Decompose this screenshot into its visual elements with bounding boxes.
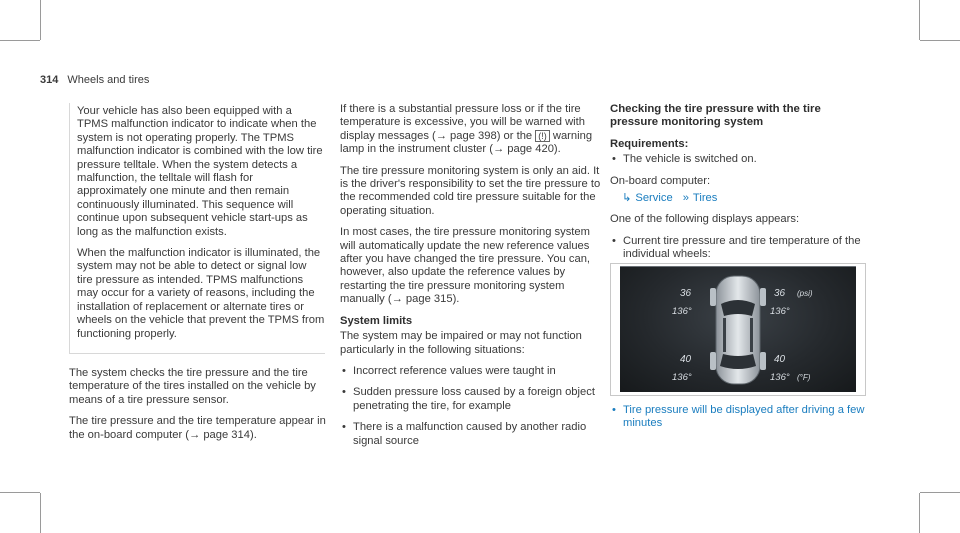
list-item: • Incorrect reference values were taught in — [340, 365, 602, 378]
display-screenshot — [610, 263, 866, 396]
page-header — [40, 74, 149, 86]
crop-mark — [0, 492, 40, 493]
front-left-pressure: 36 — [680, 288, 692, 299]
body-paragraph: The tire pressure and the tire temperature appear in the on-board computer (→ page 314). — [69, 415, 326, 441]
list-item: • Tire pressure will be displayed after driving a few minutes — [610, 404, 872, 431]
pressure-unit: (psi) — [797, 289, 813, 298]
body-paragraph — [340, 103, 602, 157]
rear-left-temperature: 136° — [672, 372, 692, 383]
list-item: • Sudden pressure loss caused by a foreign object penetrating the tire, for example — [340, 386, 602, 413]
body-paragraph: One of the following displays appears: — [610, 213, 800, 226]
temperature-unit: (°F) — [797, 373, 811, 382]
list-item: • There is a malfunction caused by another radio signal source — [340, 421, 602, 448]
requirements-list — [610, 153, 872, 166]
list-item: • The vehicle is switched on. — [610, 153, 872, 166]
crop-mark — [40, 0, 41, 40]
system-limits-heading: System limits — [340, 314, 413, 327]
car-silhouette-icon — [620, 266, 856, 392]
body-paragraph: On-board computer: — [610, 174, 711, 187]
rear-right-temperature: 136° — [770, 372, 790, 383]
page-number: 314 — [40, 74, 59, 86]
menu-path — [622, 192, 872, 205]
front-right-temperature: 136° — [770, 306, 790, 317]
displays-list-2 — [610, 404, 872, 439]
section-title: Wheels and tires — [67, 74, 150, 86]
enter-arrow-icon: ↳ — [622, 192, 632, 205]
rear-right-pressure: 40 — [774, 354, 786, 365]
text-fragment: If there is a substantial pressure loss or if the tire temperature is excessive, you will be warned with display messages (→ page 398) or the — [340, 103, 585, 142]
limits-list — [340, 365, 602, 448]
text-fragment: warning lamp in the instrument cluster (→ page 420). — [340, 129, 593, 156]
double-chevron-icon: » — [682, 192, 689, 205]
crop-mark — [919, 0, 920, 40]
displays-list — [610, 235, 872, 262]
column-2 — [340, 103, 602, 456]
crop-mark — [919, 493, 920, 533]
tire-warning-icon: (!) — [535, 130, 550, 142]
body-paragraph: The tire pressure monitoring system is only an aid. It is the driver's responsibility to set the tire pressure to the recommended cold tire pressure suitable for the operating situation. — [340, 164, 601, 217]
crop-mark — [40, 493, 41, 533]
tire-pressure-display — [620, 266, 856, 392]
body-paragraph: The system checks the tire pressure and the tire temperature of the tires installed on the vehicle by means of a tire pressure sensor. — [69, 366, 316, 406]
front-right-pressure: 36 — [774, 288, 786, 299]
note-paragraph: When the malfunction indicator is illuminated, the system may not be able to detect or signal low tire pressure as intended. TPMS malfunctions may occur for a variety of reasons, including the installation of replacement or alternate tires or wheels on the vehicle that prevent the TPMS from functioning properly. — [77, 247, 325, 340]
rear-left-pressure: 40 — [680, 354, 692, 365]
note-paragraph: Your vehicle has also been equipped with a TPMS malfunction indicator to indicate when the system is not operating properly. The TPMS malfunction indicator is combined with the low tire pressure telltale. When the system detects a malfunction, the telltale will flash for approximately one minute and then remain continuously illuminated. This sequence will continue upon subsequent vehicle start-ups as long as the malfunction exists. — [77, 105, 323, 238]
menu-service: Service — [635, 192, 673, 205]
body-paragraph: The system may be impaired or may not function particularly in the following situations: — [340, 330, 582, 356]
note-box — [69, 103, 325, 354]
crop-mark — [920, 40, 960, 41]
body-paragraph: In most cases, the tire pressure monitoring system will automatically update the new reference values after you have changed the tire pressure. You can, however, also update the reference values by restarting the tire pressure monitoring system manually (→ page 315). — [340, 226, 591, 306]
list-item: • Current tire pressure and tire temperature of the individual wheels: — [610, 235, 872, 262]
column-1 — [69, 103, 327, 450]
front-left-temperature: 136° — [672, 306, 692, 317]
section-heading: Checking the tire pressure with the tire pressure monitoring system — [610, 103, 821, 129]
requirements-heading: Requirements: — [610, 137, 689, 150]
crop-mark — [920, 492, 960, 493]
crop-mark — [0, 40, 40, 41]
menu-tires: Tires — [692, 192, 718, 205]
